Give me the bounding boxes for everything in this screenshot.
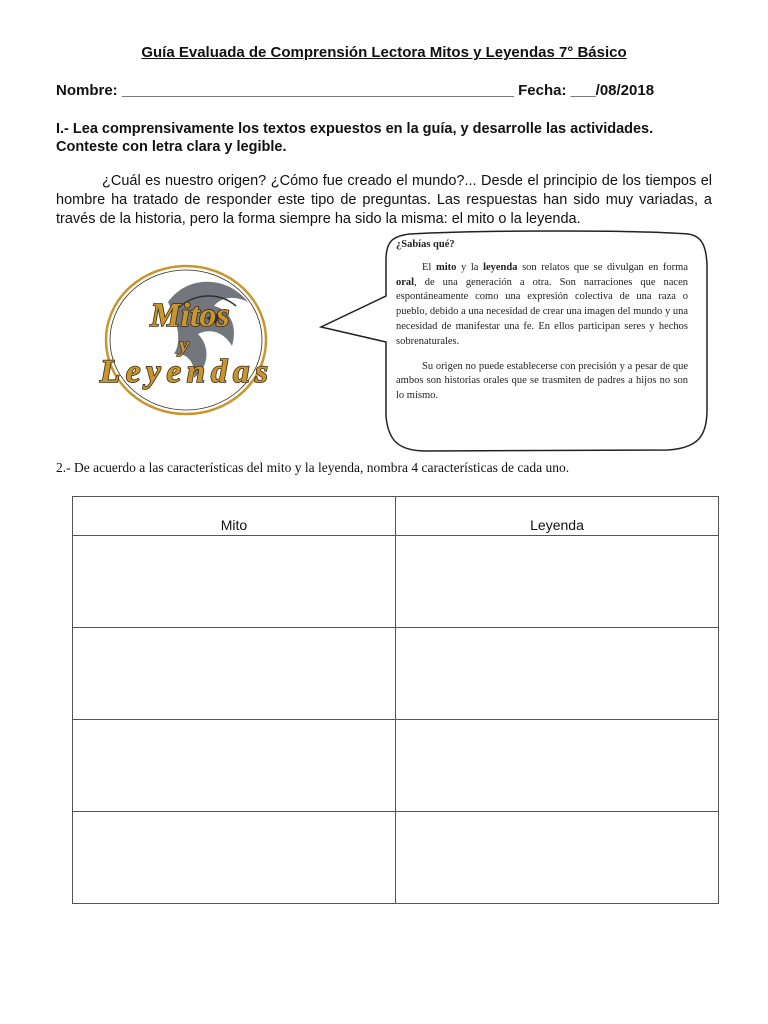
bubble-paragraph-1: El mito y la leyenda son relatos que se divulgan en forma oral, de una generación a otra. Son narraciones que nacen espontáneamente como una expresión colectiva de una raza o pueblo, debido a una necesidad de crear una imagen del mundo y una necesidad de manifestar una fe. En ellos participan seres y hechos sobrenaturales. <box>396 261 688 347</box>
logo-line-3: Leyendas <box>100 354 268 390</box>
table-row <box>73 720 719 812</box>
table-row <box>73 628 719 720</box>
answer-cell-mito[interactable] <box>73 812 396 904</box>
fecha-field[interactable]: ___/08/2018 <box>570 82 655 99</box>
logo-line-1: Mitos <box>150 297 230 334</box>
instructions-line-2: Conteste con letra clara y legible. <box>56 139 287 155</box>
answer-cell-mito[interactable] <box>73 720 396 812</box>
answer-cell-leyenda[interactable] <box>396 536 719 628</box>
name-date-line <box>56 82 654 99</box>
nombre-field[interactable]: _______________________________________________ <box>121 82 514 99</box>
column-header-mito: Mito <box>73 497 396 536</box>
answer-cell-leyenda[interactable] <box>396 628 719 720</box>
fecha-label: Fecha: <box>518 82 567 99</box>
characteristics-table <box>72 496 719 904</box>
logo-line-2: y <box>179 332 189 357</box>
table-row <box>73 536 719 628</box>
bubble-heading: ¿Sabías qué? <box>396 239 455 250</box>
nombre-label: Nombre: <box>56 82 118 99</box>
intro-paragraph <box>56 172 712 229</box>
page-title: Guía Evaluada de Comprensión Lectora Mitos y Leyendas 7° Básico <box>141 44 627 61</box>
bubble-paragraph-2: Su origen no puede establecerse con precisión y a pesar de que ambos son historias orales que se trasmiten de padres a hijos no son lo mismo. <box>396 360 688 402</box>
answer-cell-mito[interactable] <box>73 536 396 628</box>
column-header-leyenda: Leyenda <box>396 497 719 536</box>
table-row <box>73 812 719 904</box>
term-leyenda: leyenda <box>483 261 518 273</box>
term-oral: oral <box>396 276 415 288</box>
answer-cell-leyenda[interactable] <box>396 720 719 812</box>
bubble-text <box>396 238 688 404</box>
intro-text: ¿Cuál es nuestro origen? ¿Cómo fue creado el mundo?... Desde el principio de los tiempos el hombre ha tratado de responder este tipo de preguntas. Las respuestas han sido muy variadas, a través de la historia, pero la forma siempre ha sido la misma: el mito o la leyenda. <box>56 173 712 227</box>
answer-cell-mito[interactable] <box>73 628 396 720</box>
question-2: 2.- De acuerdo a las características del mito y la leyenda, nombra 4 características de cada uno. <box>56 460 570 475</box>
instructions-line-1: I.- Lea comprensivamente los textos expuestos en la guía, y desarrolle las actividades. <box>56 121 654 137</box>
mitos-y-leyendas-logo <box>98 262 274 418</box>
answer-cell-leyenda[interactable] <box>396 812 719 904</box>
instructions <box>56 120 716 156</box>
term-mito: mito <box>435 261 457 273</box>
